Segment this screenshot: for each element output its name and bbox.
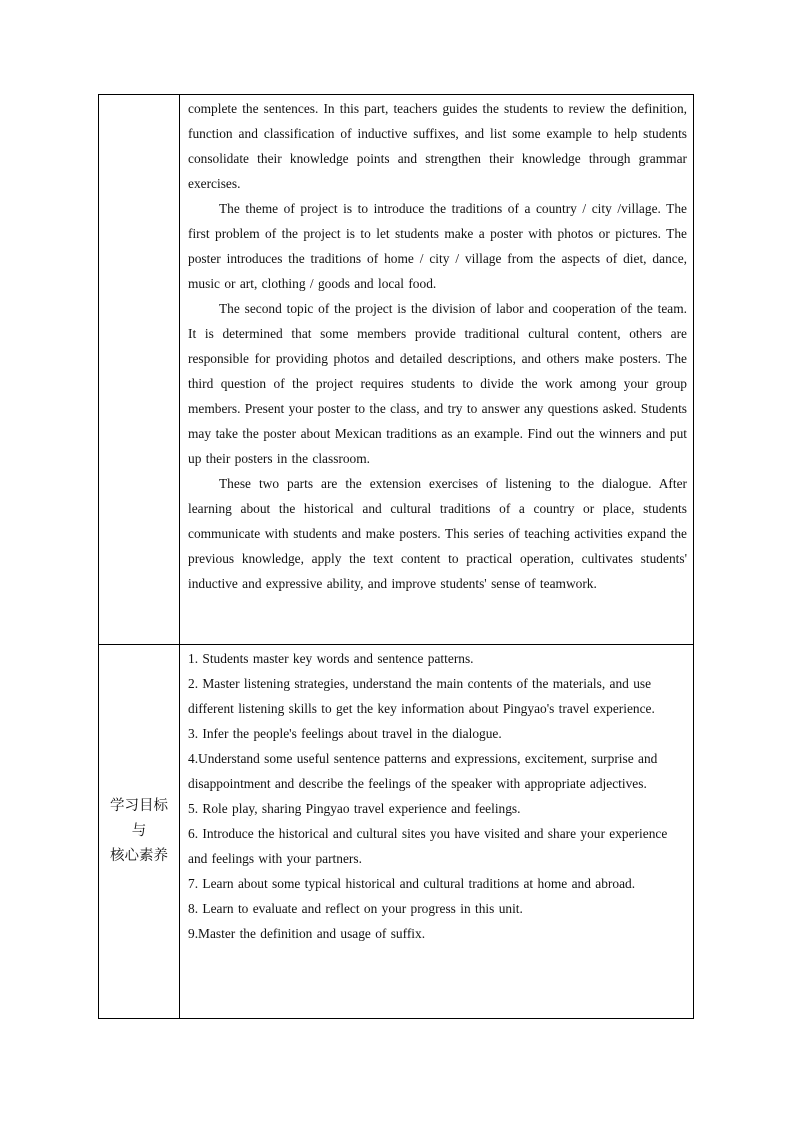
objectives-list-cell xyxy=(180,645,694,1019)
table-row xyxy=(99,645,694,1019)
teaching-analysis-cell xyxy=(180,95,694,645)
paragraph: These two parts are the extension exercises of listening to the dialogue. After learning about the historical and cultural traditions of a country or place, students communicate with students and make posters. This series of teaching activities expand the previous knowledge, apply the text content to practical operation, cultivates students' inductive and expressive ability, and improve students' sense of teamwork. xyxy=(188,476,687,591)
paragraph: The theme of project is to introduce the traditions of a country / city /village. The first problem of the project is to let students make a poster with photos or pictures. The poster introduces the traditions of home / city / village from the aspects of diet, dance, music or art, clothing / goods and local food. xyxy=(188,201,687,291)
label-line: 核心素养 xyxy=(110,848,168,864)
paragraph: The second topic of the project is the division of labor and cooperation of the team. It is determined that some members provide traditional cultural content, others are responsible for providing photos and detailed descriptions, and others make posters. The third question of the project requires students to divide the work among your group members. Present your poster to the class, and try to answer any questions asked. Students may take the poster about Mexican traditions as an example. Find out the winners and put up their posters in the classroom. xyxy=(188,301,687,466)
list-item: 7. Learn about some typical historical and cultural traditions at home and abroad. xyxy=(188,876,636,891)
list-item: 6. Introduce the historical and cultural sites you have visited and share your experience and feelings with your partners. xyxy=(188,826,668,866)
list-item: 2. Master listening strategies, understand the main contents of the materials, and use different listening skills to get the key information about Pingyao's travel experience. xyxy=(188,676,655,716)
table-row xyxy=(99,95,694,645)
list-item: 3. Infer the people's feelings about travel in the dialogue. xyxy=(188,726,502,741)
list-item: 5. Role play, sharing Pingyao travel experience and feelings. xyxy=(188,801,521,816)
paragraph: complete the sentences. In this part, teachers guides the students to review the definition, function and classification of inductive suffixes, and list some example to help students consolidate their knowledge points and strengthen their knowledge through grammar exercises. xyxy=(188,101,687,191)
label-line: 学习目标 xyxy=(110,798,168,814)
lesson-plan-table xyxy=(98,94,694,1019)
objectives-label-cell xyxy=(99,645,180,1019)
label-cell-empty xyxy=(99,95,180,645)
list-item: 9.Master the definition and usage of suffix. xyxy=(188,926,426,941)
list-item: 1. Students master key words and sentence patterns. xyxy=(188,651,474,666)
list-item: 4.Understand some useful sentence patterns and expressions, excitement, surprise and disappointment and describe the feelings of the speaker with appropriate adjectives. xyxy=(188,751,658,791)
label-line: 与 xyxy=(131,823,147,839)
list-item: 8. Learn to evaluate and reflect on your progress in this unit. xyxy=(188,901,523,916)
